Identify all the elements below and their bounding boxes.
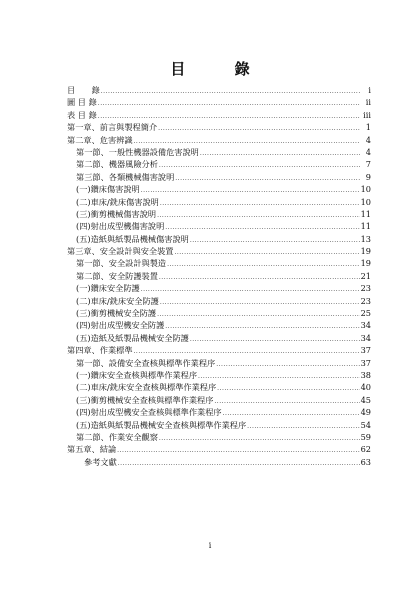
toc-entry[interactable] (67, 406, 371, 418)
toc-entry-page: 10 (360, 184, 371, 195)
toc-entry[interactable] (67, 257, 371, 269)
toc-entry[interactable] (67, 171, 371, 183)
toc-entry-label: 表 目 錄 (67, 109, 97, 120)
toc-entry-label: (二)車床/銑床傷害說明 (76, 196, 159, 207)
toc-entry-label: 第五章、結論 (67, 444, 117, 455)
toc-entry[interactable] (67, 233, 371, 245)
toc-entry-page: 34 (360, 332, 371, 343)
toc-entry-label: 參考文獻 (84, 456, 117, 467)
toc-entry-page: 11 (360, 208, 371, 219)
toc-entry-label: 第三章、安全設計與安全裝置 (67, 246, 174, 257)
toc-entry-page: 38 (360, 369, 371, 380)
toc-entry[interactable] (67, 344, 371, 356)
toc-entry-label: 第四章、作業標準 (67, 345, 133, 356)
toc-entry[interactable] (67, 369, 371, 381)
toc-entry-label: 第一節、一般性機器設備危害說明 (76, 146, 199, 157)
toc-entry[interactable] (67, 443, 371, 455)
toc-entry-label: 圖 目 錄 (67, 97, 97, 108)
toc-entry[interactable] (67, 183, 371, 195)
toc-entry[interactable] (67, 381, 371, 393)
toc-entry-page: 4 (365, 134, 371, 145)
toc-entry-label: 第二節、安全防護裝置 (76, 270, 158, 281)
toc-entry-page: 23 (360, 295, 371, 306)
toc-entry[interactable] (67, 270, 371, 282)
toc-entry-label: 第二節、機器風險分析 (76, 159, 158, 170)
toc-entry-label: (二)車床/銑床安全查核與標準作業程序 (76, 382, 217, 393)
toc-entry-label: (一)鑽床安全防護 (76, 283, 140, 294)
page-title: 目 錄 (170, 60, 272, 78)
toc-entry[interactable] (67, 245, 371, 257)
toc-entry-label: (一)鑽床安全查核與標準作業程序 (76, 369, 198, 380)
toc-entry[interactable] (67, 121, 371, 133)
toc-entry-page: 25 (360, 308, 371, 319)
toc-entry-page: 40 (360, 382, 371, 393)
toc-entry-label: 第二章、危害辨識 (67, 134, 133, 145)
toc-entry[interactable] (67, 332, 371, 344)
toc-entry-label: (二)車床/銑床安全防護 (76, 295, 159, 306)
toc-entry-page: ii (365, 97, 371, 108)
toc-entry[interactable] (67, 84, 371, 96)
toc-entry-label: (三)衝剪機械安全防護 (76, 308, 157, 319)
toc-entry[interactable] (67, 456, 371, 468)
toc-entry[interactable] (67, 307, 371, 319)
toc-entry[interactable] (67, 196, 371, 208)
toc-entry-page: 19 (360, 246, 371, 257)
toc-entry-label: 第一節、設備安全查核與標準作業程序 (76, 357, 216, 368)
toc-entry-page: 62 (360, 444, 371, 455)
toc-entry-page: 59 (360, 431, 371, 442)
toc-entry[interactable] (67, 208, 371, 220)
toc-entry[interactable] (67, 96, 371, 108)
toc-entry[interactable] (67, 134, 371, 146)
toc-entry-label: 第三節、各類機械傷害說明 (76, 171, 175, 182)
toc-entry-label: (三)衝剪機械傷害說明 (76, 208, 157, 219)
toc-entry-label: (四)射出成型機傷害說明 (76, 221, 165, 232)
toc-entry[interactable] (67, 431, 371, 443)
toc-entry-page: 34 (360, 320, 371, 331)
toc-entry-page: 4 (365, 146, 371, 157)
toc-entry-label: (四)射出成型機安全防護 (76, 320, 165, 331)
toc-entry-page: 1 (365, 122, 371, 133)
toc-entry[interactable] (67, 394, 371, 406)
toc-entry[interactable] (67, 109, 371, 121)
toc-entry-label: 第二節、作業安全觀察 (76, 431, 158, 442)
toc-entry-page: 45 (360, 394, 371, 405)
toc-entry-label: (一)鑽床傷害說明 (76, 184, 140, 195)
toc-entry-page: 54 (360, 419, 371, 430)
toc-entry-page: 7 (365, 159, 371, 170)
table-of-contents (67, 84, 371, 468)
toc-entry-page: 37 (360, 357, 371, 368)
toc-entry[interactable] (67, 419, 371, 431)
toc-entry-page: i (368, 85, 371, 95)
toc-entry-page: 9 (365, 171, 371, 182)
toc-entry[interactable] (67, 295, 371, 307)
toc-leader-dots (118, 456, 360, 470)
toc-entry[interactable] (67, 319, 371, 331)
toc-entry[interactable] (67, 282, 371, 294)
toc-entry-page: 63 (360, 456, 371, 467)
toc-entry-label: (五)造紙與紙製品機械安全查核與標準作業程序 (76, 419, 247, 430)
toc-entry-label: 第一章、前言與製程簡介 (67, 122, 158, 133)
toc-entry-page: 10 (360, 196, 371, 207)
toc-entry-page: 19 (360, 258, 371, 269)
toc-entry[interactable] (67, 357, 371, 369)
toc-entry[interactable] (67, 158, 371, 170)
toc-entry-label: (五)造紙與紙製品機械傷害說明 (76, 233, 189, 244)
toc-entry[interactable] (67, 146, 371, 158)
toc-entry-label: (三)衝剪機械安全查核與標準作業程序 (76, 394, 214, 405)
toc-entry-page: iii (363, 109, 371, 120)
toc-entry-label: (五)造紙及紙製品機械安全防護 (76, 332, 189, 343)
toc-entry-page: 13 (360, 233, 371, 244)
toc-entry-page: 23 (360, 283, 371, 294)
toc-entry-label: 第一節、安全設計與製造 (76, 258, 167, 269)
toc-entry[interactable] (67, 220, 371, 232)
page-number: i (208, 541, 212, 550)
toc-entry-label: (四)射出成型機安全查核與標準作業程序 (76, 407, 222, 418)
toc-entry-page: 37 (360, 345, 371, 356)
toc-entry-label: 目 錄 (67, 85, 100, 95)
toc-entry-page: 21 (360, 270, 371, 281)
toc-entry-page: 11 (360, 221, 371, 232)
toc-entry-page: 49 (360, 407, 371, 418)
